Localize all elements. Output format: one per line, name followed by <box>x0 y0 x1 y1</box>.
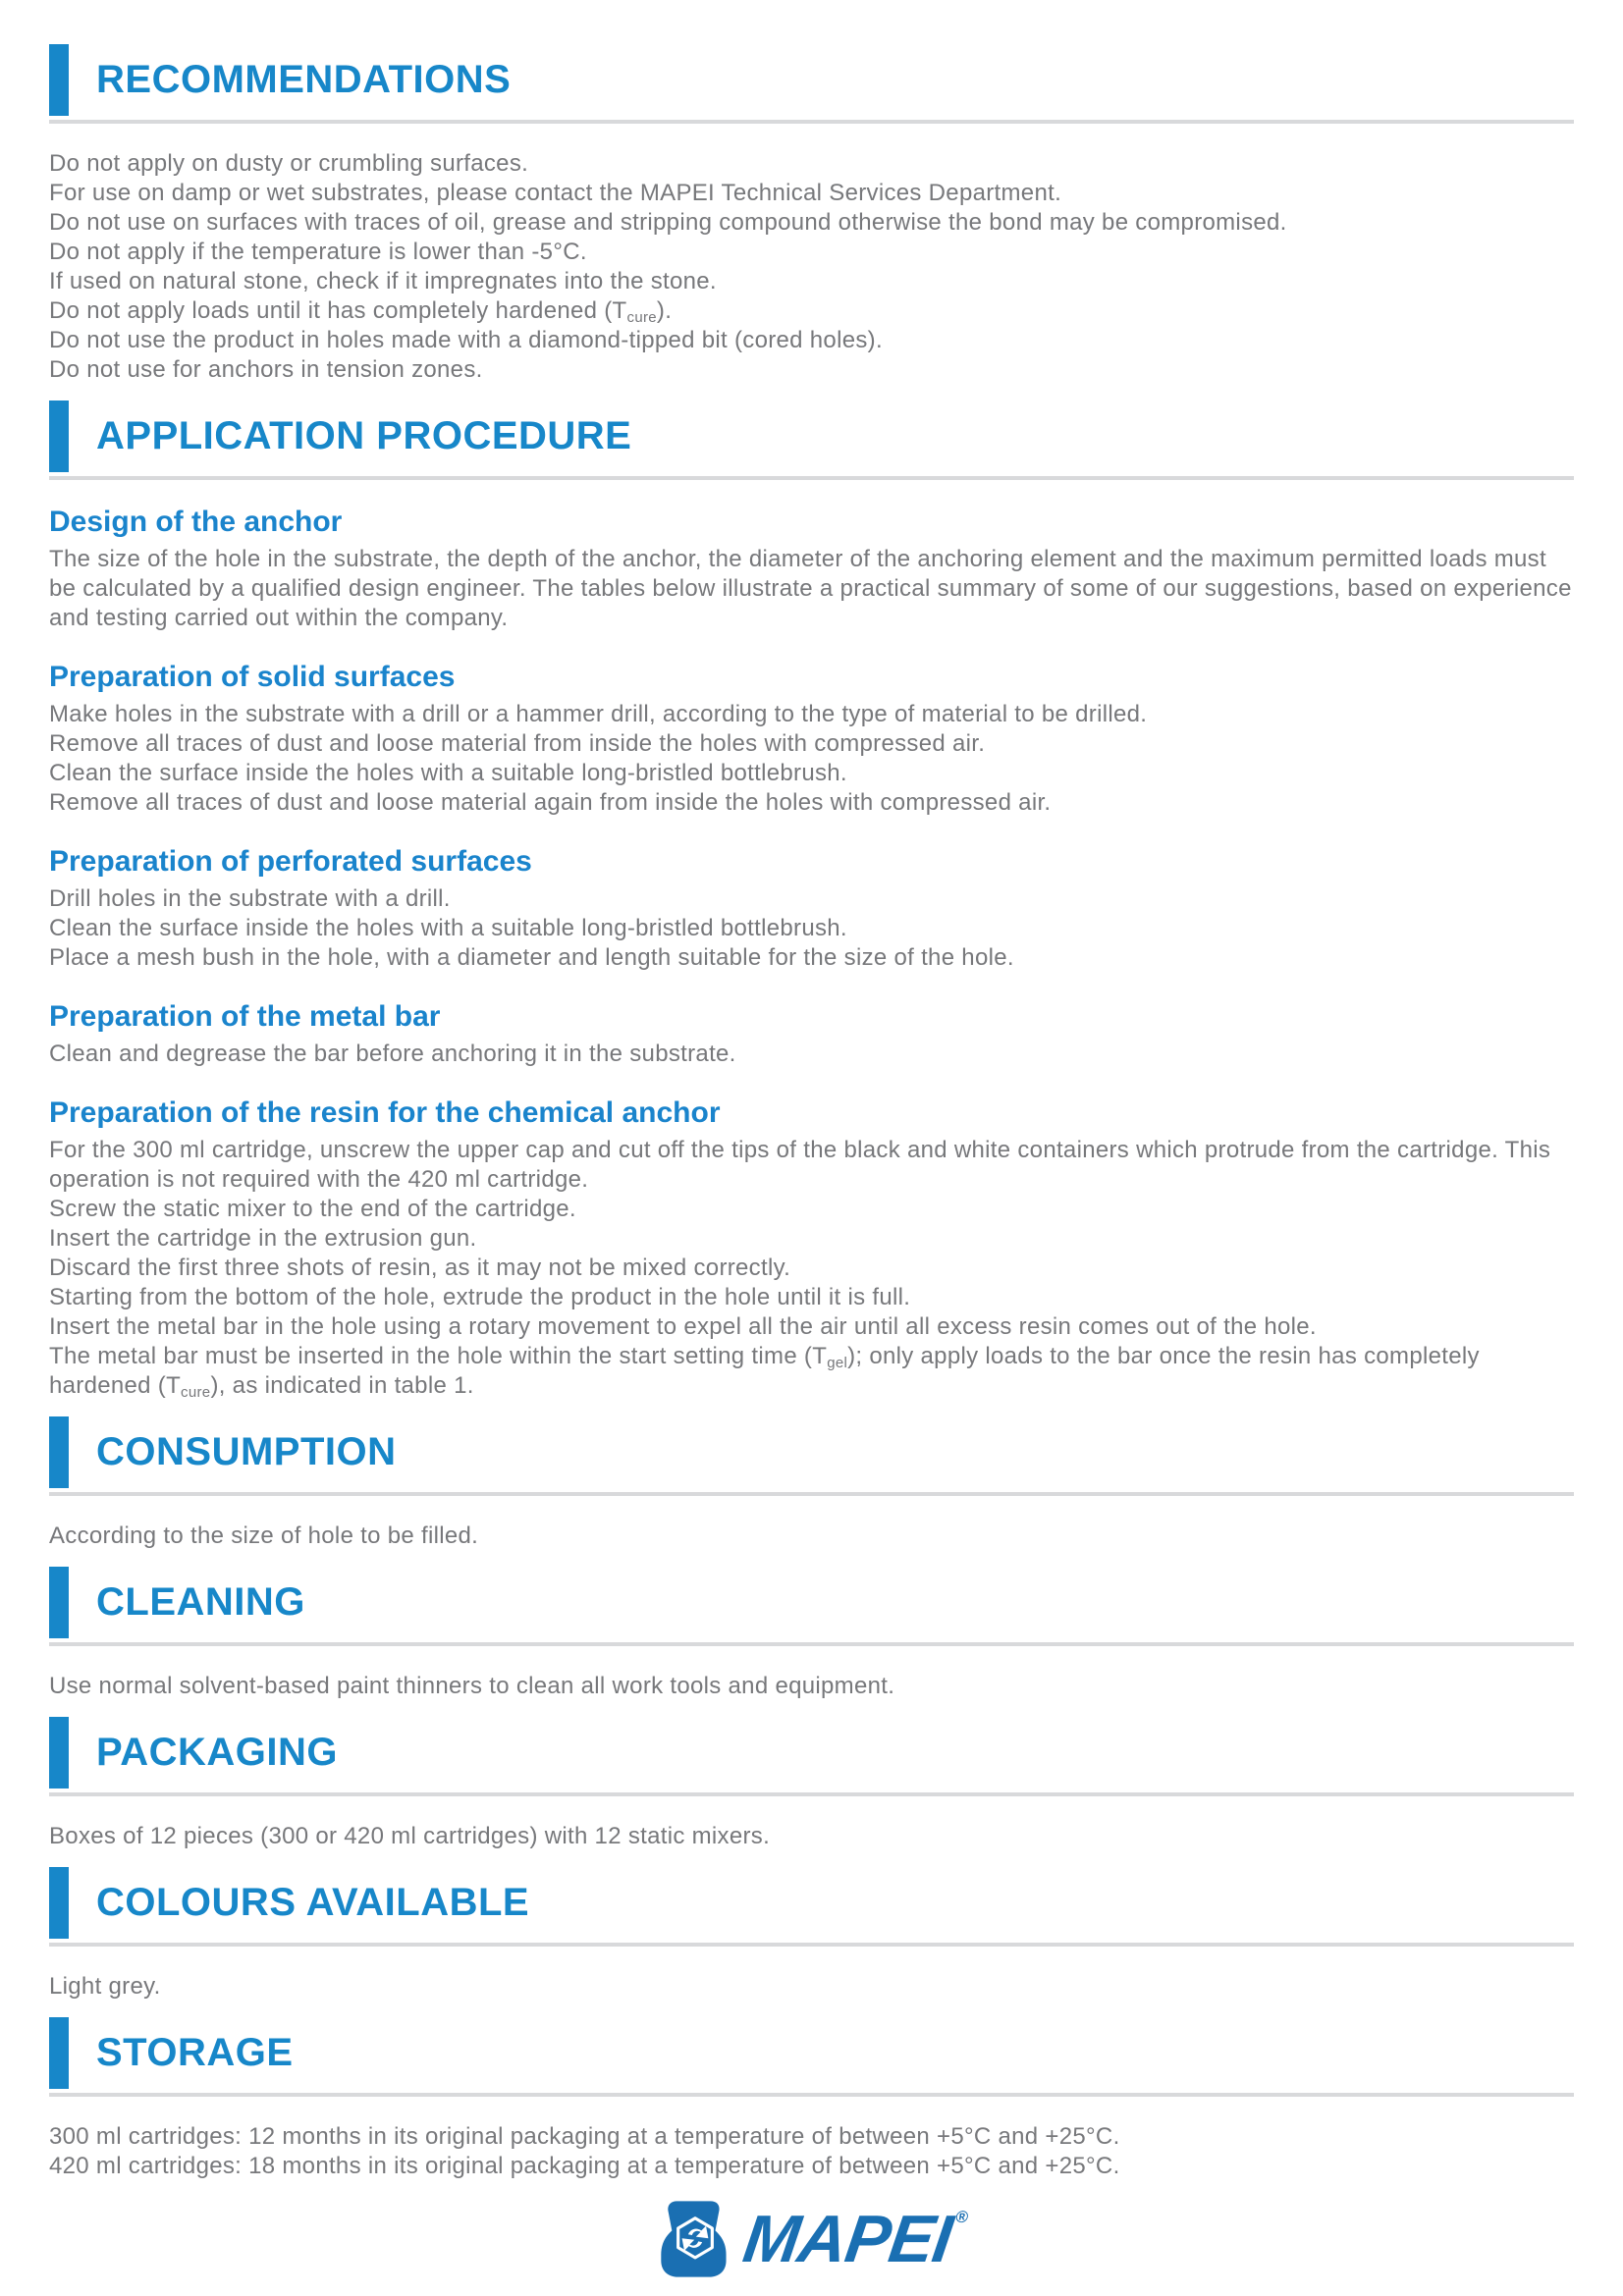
text-run: Do not use for anchors in tension zones. <box>49 356 483 383</box>
text-run: Discard the first three shots of resin, as it may not be mixed correctly. <box>49 1255 791 1281</box>
text-run: Use normal solvent-based paint thinners to clean all work tools and equipment. <box>49 1673 895 1699</box>
paragraph <box>49 1283 1574 1312</box>
paragraph <box>49 149 1574 179</box>
subsection-title: Preparation of solid surfaces <box>49 661 456 693</box>
paragraph <box>49 1522 1574 1551</box>
section-divider <box>49 1792 1574 1796</box>
heading-accent-bar <box>49 1416 69 1488</box>
text-run: Boxes of 12 pieces (300 or 420 ml cartridges) with 12 static mixers. <box>49 1823 771 1849</box>
text-run: Place a mesh bush in the hole, with a diameter and length suitable for the size of the hole. <box>49 944 1014 971</box>
mapei-logo-mark-icon <box>658 2199 732 2279</box>
heading-accent-bar <box>49 1567 69 1638</box>
text-run: Clean the surface inside the holes with a suitable long-bristled bottlebrush. <box>49 915 847 941</box>
section-body <box>49 506 1574 1401</box>
paragraph <box>49 914 1574 943</box>
text-run: ). <box>656 297 673 324</box>
section-divider <box>49 120 1574 124</box>
paragraph <box>49 729 1574 759</box>
paragraph <box>49 1040 1574 1069</box>
text-run: 420 ml cartridges: 18 months in its original packaging at a temperature of between +5°C and +25°C. <box>49 2153 1120 2179</box>
paragraph <box>49 1342 1574 1401</box>
text-run: The metal bar must be inserted in the hole within the start setting time (T <box>49 1343 828 1369</box>
section-divider <box>49 1492 1574 1496</box>
paragraph <box>49 884 1574 914</box>
section-body <box>49 1822 1574 1851</box>
text-run: Clean the surface inside the holes with a suitable long-bristled bottlebrush. <box>49 760 847 786</box>
section-body <box>49 1972 1574 2002</box>
section-header <box>49 1867 1574 1939</box>
text-run: The size of the hole in the substrate, the depth of the anchor, the diameter of the anchoring element and the maximum permitted loads must be calculated by a qualified design engineer. The tables below illustrate a practical summary of some of our suggestions, based on experience and testing carried out within the company. <box>49 546 1572 631</box>
text-run: Light grey. <box>49 1973 161 2000</box>
section-divider <box>49 1943 1574 1947</box>
section-divider <box>49 1642 1574 1646</box>
mapei-logo <box>49 2199 1574 2279</box>
paragraph <box>49 238 1574 267</box>
section-body <box>49 2122 1574 2181</box>
section-divider <box>49 2093 1574 2097</box>
section-header <box>49 1717 1574 1789</box>
text-run: For use on damp or wet substrates, please contact the MAPEI Technical Services Department. <box>49 180 1062 206</box>
text-run: Make holes in the substrate with a drill or a hammer drill, according to the type of material to be drilled. <box>49 701 1148 727</box>
section-colours-available <box>49 1867 1574 2002</box>
section-title: PACKAGING <box>96 1731 338 1774</box>
text-run: Drill holes in the substrate with a drill. <box>49 885 451 912</box>
paragraph <box>49 267 1574 296</box>
paragraph <box>49 1254 1574 1283</box>
subscript-text: cure <box>181 1384 211 1401</box>
section-packaging <box>49 1717 1574 1851</box>
document-sections <box>49 44 1574 2181</box>
subscript-text: gel <box>827 1355 848 1371</box>
paragraph <box>49 296 1574 326</box>
text-run: Insert the cartridge in the extrusion gun. <box>49 1225 477 1252</box>
text-run: Do not apply if the temperature is lower than -5°C. <box>49 239 587 265</box>
section-title: APPLICATION PROCEDURE <box>96 414 632 457</box>
text-run: Insert the metal bar in the hole using a rotary movement to expel all the air until all excess resin comes out of the hole. <box>49 1313 1317 1340</box>
section-body <box>49 1522 1574 1551</box>
heading-accent-bar <box>49 2017 69 2089</box>
text-run: Clean and degrease the bar before anchoring it in the substrate. <box>49 1041 736 1067</box>
text-run: ), as indicated in table 1. <box>210 1372 474 1399</box>
paragraph <box>49 1822 1574 1851</box>
paragraph <box>49 1136 1574 1195</box>
section-recommendations <box>49 44 1574 385</box>
registered-trademark-icon: ® <box>954 2208 970 2226</box>
text-run: 300 ml cartridges: 12 months in its original packaging at a temperature of between +5°C and +25°C. <box>49 2123 1120 2150</box>
section-application-procedure <box>49 400 1574 1401</box>
section-header <box>49 2017 1574 2089</box>
heading-accent-bar <box>49 400 69 472</box>
subsection-title: Preparation of the resin for the chemical anchor <box>49 1096 721 1129</box>
text-run: According to the size of hole to be filled. <box>49 1522 479 1549</box>
subsection-title: Preparation of the metal bar <box>49 1000 441 1033</box>
section-title: COLOURS AVAILABLE <box>96 1881 530 1924</box>
text-run: If used on natural stone, check if it impregnates into the stone. <box>49 268 717 294</box>
section-cleaning <box>49 1567 1574 1701</box>
subsection-title: Preparation of perforated surfaces <box>49 845 532 878</box>
section-title: RECOMMENDATIONS <box>96 58 512 101</box>
paragraph <box>49 326 1574 355</box>
heading-accent-bar <box>49 1717 69 1789</box>
text-run: Remove all traces of dust and loose material again from inside the holes with compressed air. <box>49 789 1052 816</box>
paragraph <box>49 545 1574 633</box>
paragraph <box>49 355 1574 385</box>
paragraph <box>49 1972 1574 2002</box>
mapei-wordmark-group <box>738 2202 970 2276</box>
section-header <box>49 400 1574 472</box>
paragraph <box>49 759 1574 788</box>
section-consumption <box>49 1416 1574 1551</box>
text-run: Do not apply loads until it has completely hardened (T <box>49 297 627 324</box>
text-run: Do not use on surfaces with traces of oil, grease and stripping compound otherwise the bond may be compromised. <box>49 209 1287 236</box>
paragraph <box>49 1224 1574 1254</box>
paragraph <box>49 700 1574 729</box>
section-title: CONSUMPTION <box>96 1430 397 1473</box>
text-run: Starting from the bottom of the hole, extrude the product in the hole until it is full. <box>49 1284 911 1310</box>
paragraph <box>49 2122 1574 2152</box>
text-run: For the 300 ml cartridge, unscrew the upper cap and cut off the tips of the black and white containers which protrude from the cartridge. This operation is not required with the 420 ml cartridge. <box>49 1137 1551 1193</box>
paragraph <box>49 788 1574 818</box>
subscript-text: cure <box>626 309 657 326</box>
text-run: Remove all traces of dust and loose material from inside the holes with compressed air. <box>49 730 986 757</box>
section-header <box>49 44 1574 116</box>
text-run: Screw the static mixer to the end of the cartridge. <box>49 1196 576 1222</box>
heading-accent-bar <box>49 44 69 116</box>
text-run: Do not apply on dusty or crumbling surfaces. <box>49 150 529 177</box>
text-run: ); only apply loads to the bar once the resin has completely hardened (T <box>49 1343 1480 1399</box>
section-header <box>49 1567 1574 1638</box>
mapei-wordmark: MAPEI <box>738 2202 956 2276</box>
section-divider <box>49 476 1574 480</box>
section-body <box>49 149 1574 385</box>
subsection-title: Design of the anchor <box>49 506 343 538</box>
paragraph <box>49 1195 1574 1224</box>
section-title: CLEANING <box>96 1580 305 1624</box>
paragraph <box>49 2152 1574 2181</box>
section-storage <box>49 2017 1574 2181</box>
section-body <box>49 1672 1574 1701</box>
paragraph <box>49 208 1574 238</box>
paragraph <box>49 943 1574 973</box>
section-header <box>49 1416 1574 1488</box>
paragraph <box>49 1672 1574 1701</box>
heading-accent-bar <box>49 1867 69 1939</box>
section-title: STORAGE <box>96 2031 294 2074</box>
paragraph <box>49 179 1574 208</box>
text-run: Do not use the product in holes made with a diamond-tipped bit (cored holes). <box>49 327 883 353</box>
paragraph <box>49 1312 1574 1342</box>
